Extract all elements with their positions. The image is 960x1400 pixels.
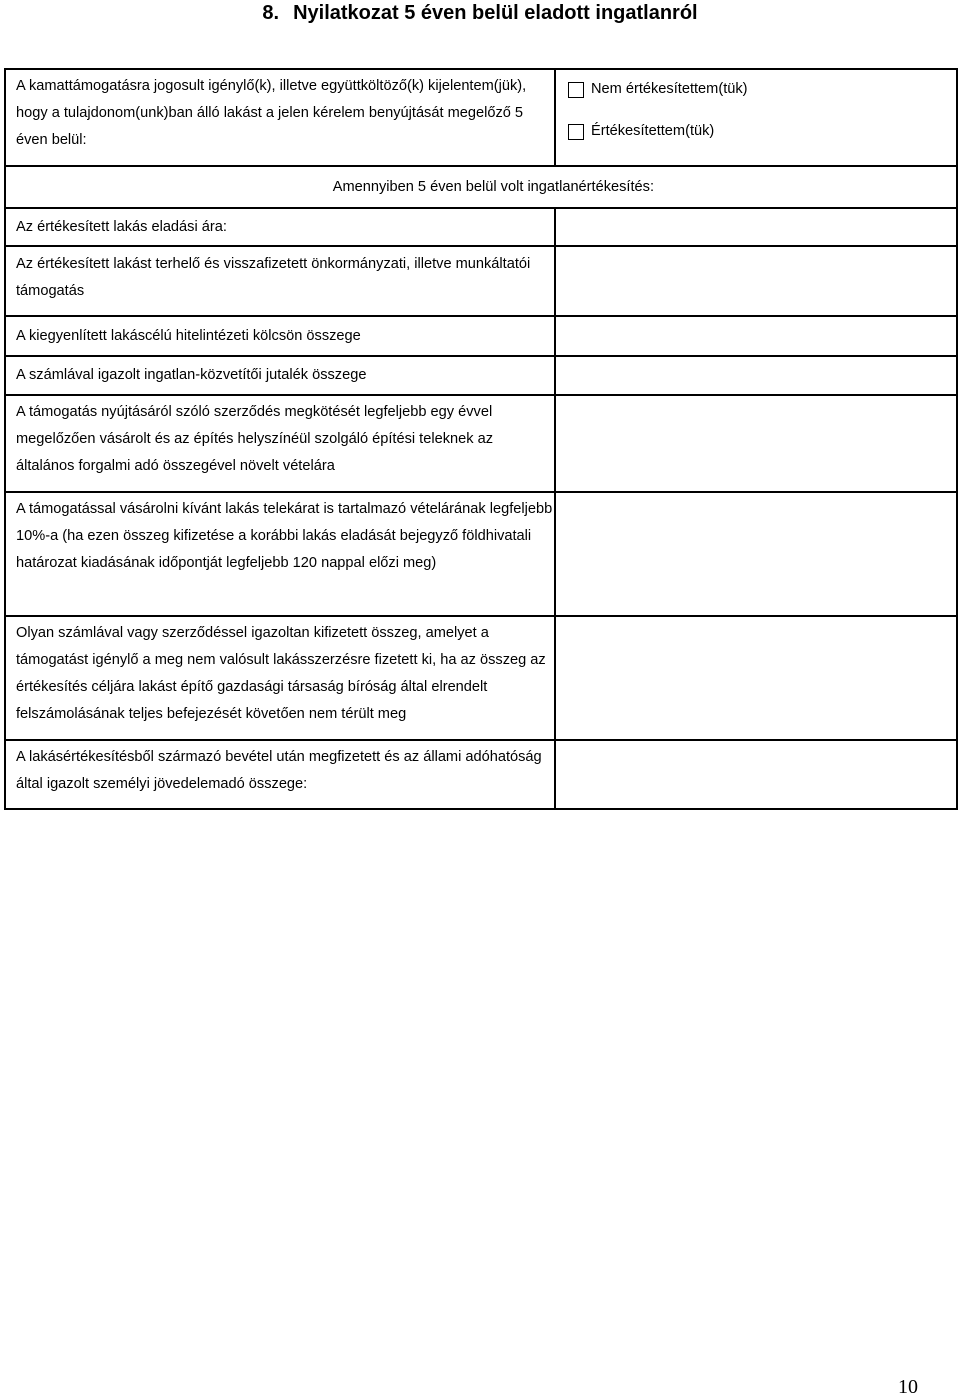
field-sale-price[interactable] (555, 208, 957, 246)
option-sold-label: Értékesítettem(tük) (591, 123, 715, 139)
row-label-sale-price: Az értékesített lakás eladási ára: (5, 208, 555, 246)
row-label-plot-price: A támogatás nyújtásáról szóló szerződés megkötését legfeljebb egy évvel megelőzően vásárolt és az építés helyszínéül szolgáló építési teleknek az általános forgalmi adó összegével növelt vételára (5, 395, 555, 492)
form-row (5, 616, 957, 740)
subheader-text: Amennyiben 5 éven belül volt ingatlanértékesítés: (5, 166, 957, 208)
declaration-form (4, 68, 958, 810)
page-number: 10 (898, 1376, 918, 1398)
form-row (5, 356, 957, 395)
row-label-income-tax: A lakásértékesítésből származó bevétel után megfizetett és az állami adóhatóság által igazolt személyi jövedelemadó összege: (5, 740, 555, 809)
form-row (5, 740, 957, 809)
declaration-row (5, 69, 957, 166)
field-plot-price[interactable] (555, 395, 957, 492)
declaration-text: A kamattámogatásra jogosult igénylő(k), illetve együttköltöző(k) kijelentem(jük), hogy a tulajdonom(unk)ban álló lakást a jelen kérelem benyújtását megelőző 5 éven belül: (5, 69, 555, 166)
field-income-tax[interactable] (555, 740, 957, 809)
form-row (5, 395, 957, 492)
option-sold[interactable] (568, 118, 956, 145)
form-row (5, 316, 957, 356)
section-number: 8. (262, 2, 280, 24)
field-loan-amount[interactable] (555, 316, 957, 356)
checkbox-sold[interactable] (568, 124, 584, 140)
subheader-row (5, 166, 957, 208)
field-unrecovered-amount[interactable] (555, 616, 957, 740)
page-title (0, 0, 960, 26)
row-label-repaid-subsidy: Az értékesített lakást terhelő és visszafizetett önkormányzati, illetve munkáltatói támogatás (5, 246, 555, 316)
field-agent-fee[interactable] (555, 356, 957, 395)
row-label-loan-amount: A kiegyenlített lakáscélú hitelintézeti kölcsön összege (5, 316, 555, 356)
form-row (5, 492, 957, 616)
option-not-sold[interactable] (568, 76, 956, 103)
field-ten-percent[interactable] (555, 492, 957, 616)
row-label-agent-fee: A számlával igazolt ingatlan-közvetítői jutalék összege (5, 356, 555, 395)
checkbox-not-sold[interactable] (568, 82, 584, 98)
declaration-options (555, 69, 957, 166)
row-label-unrecovered-amount: Olyan számlával vagy szerződéssel igazoltan kifizetett összeg, amelyet a támogatást igénylő a meg nem valósult lakásszerzésre fizetett ki, ha az összeg az értékesítés céljára lakást építő gazdasági társaság bíróság által elrendelt felszámolásának teljes befejezését követően nem térült meg (5, 616, 555, 740)
form-row (5, 246, 957, 316)
option-not-sold-label: Nem értékesítettem(tük) (591, 81, 748, 97)
field-repaid-subsidy[interactable] (555, 246, 957, 316)
section-title: Nyilatkozat 5 éven belül eladott ingatlanról (293, 2, 698, 24)
form-row (5, 208, 957, 246)
row-label-ten-percent: A támogatással vásárolni kívánt lakás telekárat is tartalmazó vételárának legfeljebb 10%-a (ha ezen összeg kifizetése a korábbi lakás eladását bejegyző földhivatali határozat kiadásának időpontját legfeljebb 120 nappal előzi meg) (5, 492, 555, 616)
